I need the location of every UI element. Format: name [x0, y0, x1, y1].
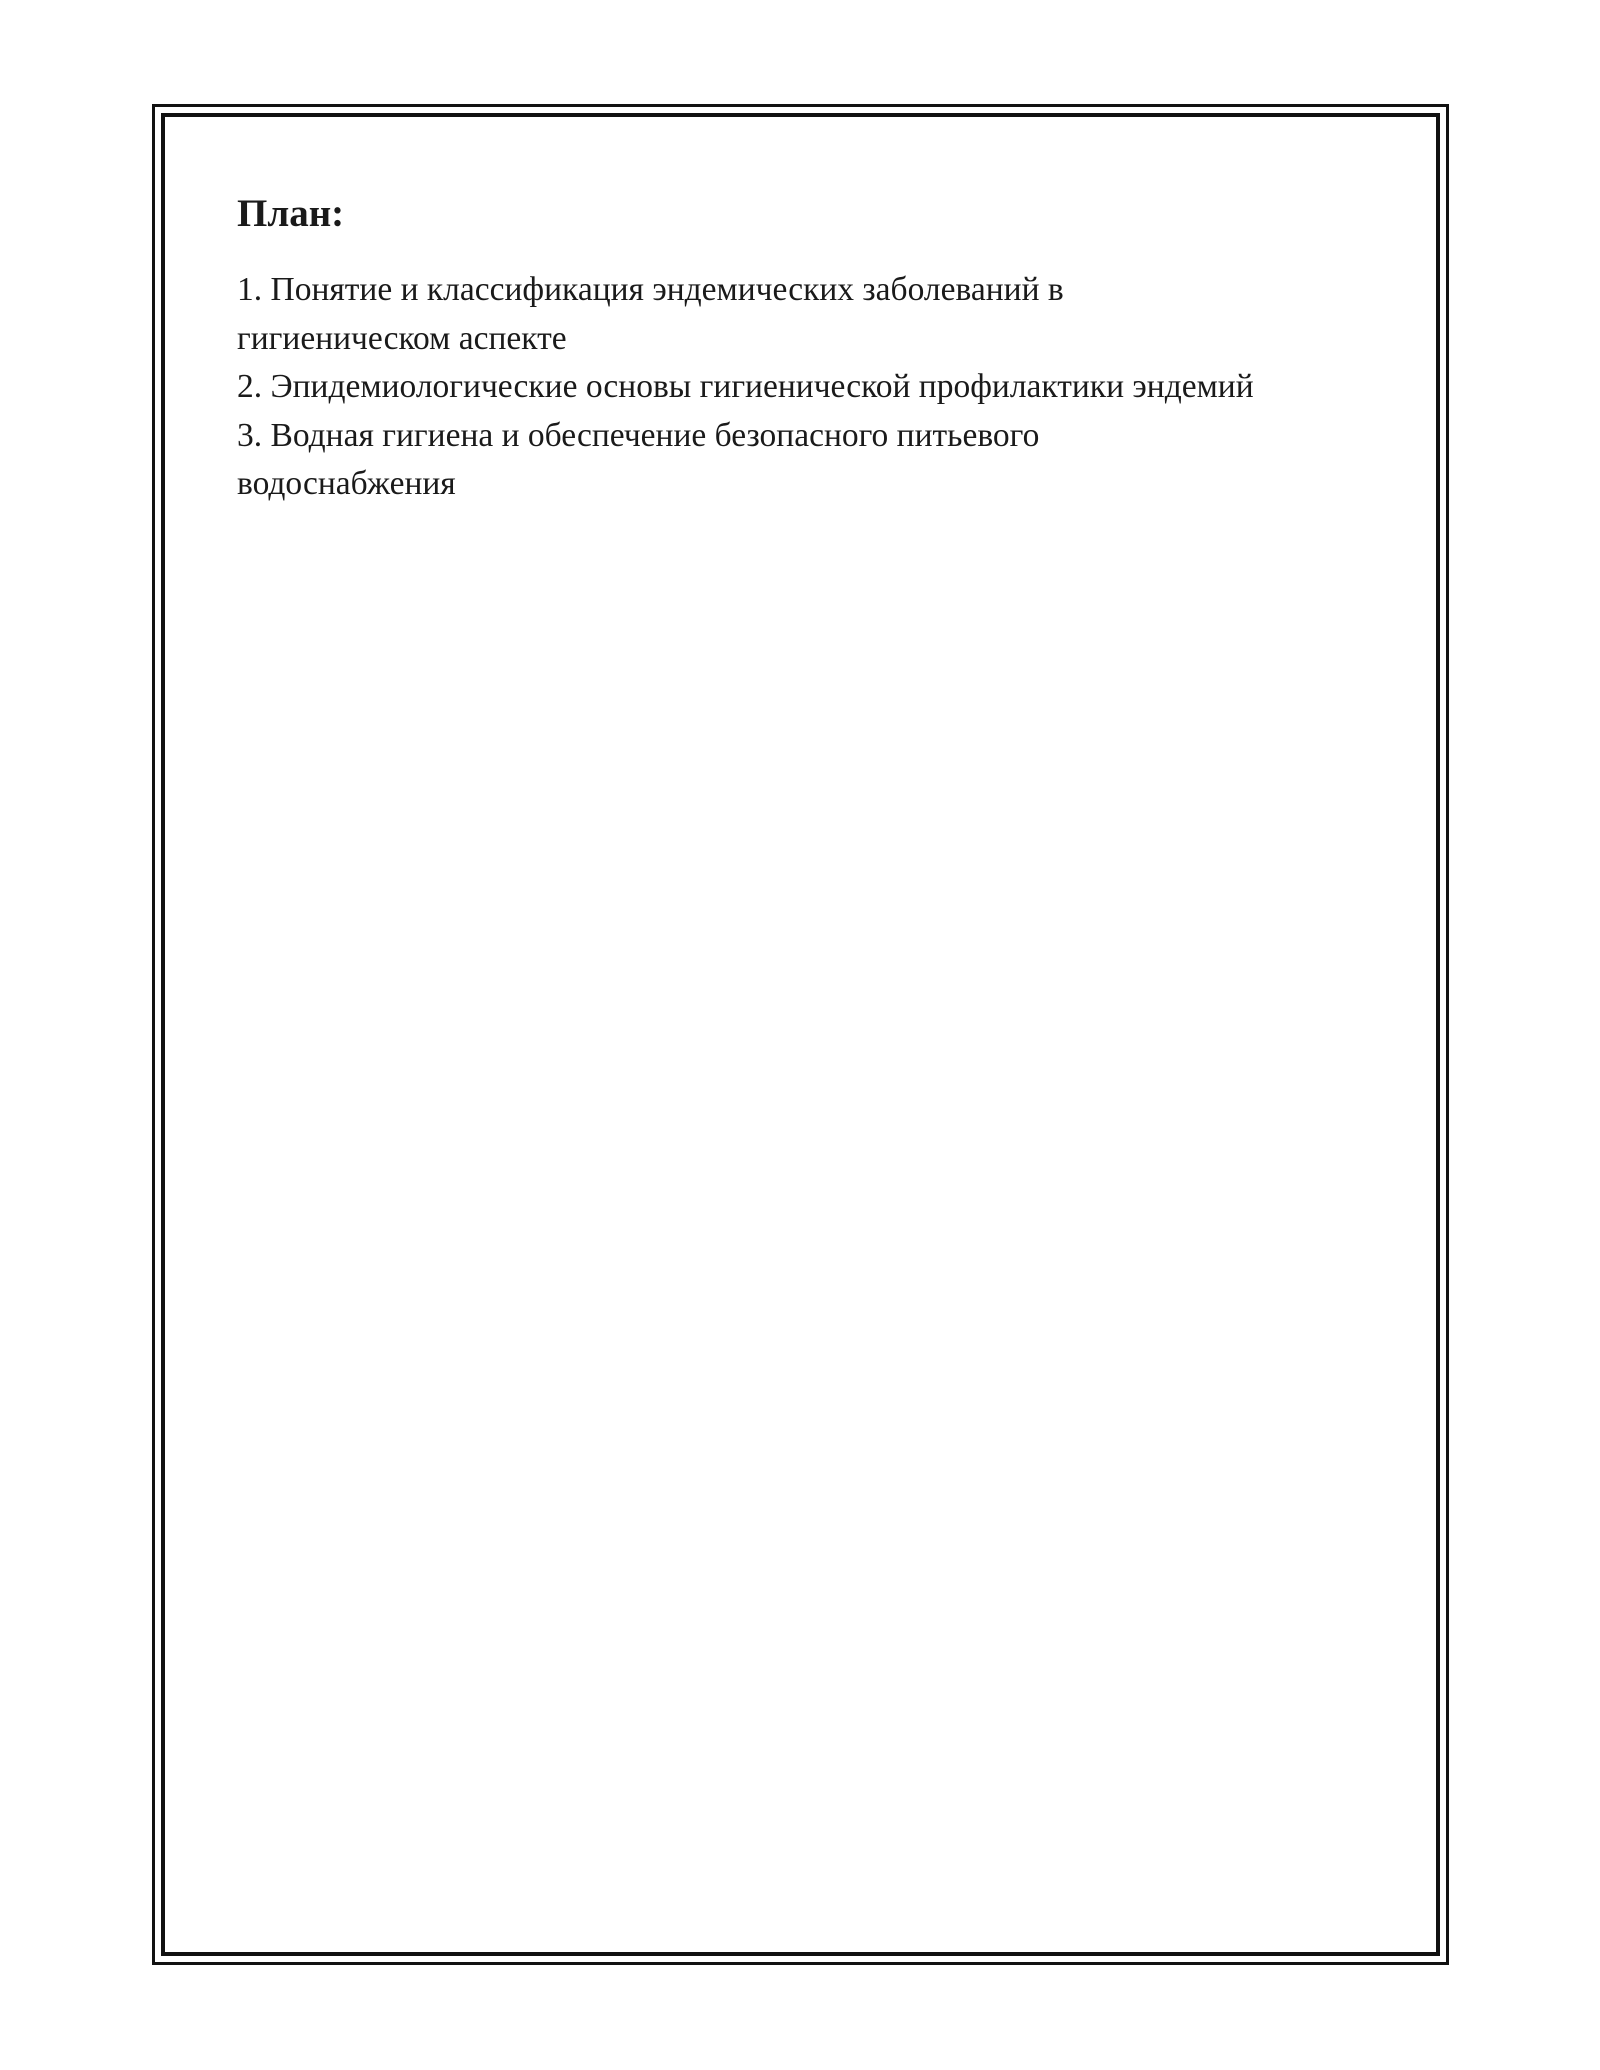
plan-item-1-line-2: гигиеническом аспекте — [237, 319, 567, 357]
plan-item-3 — [237, 412, 1367, 509]
plan-item-2 — [237, 363, 1367, 412]
plan-item-1 — [237, 266, 1367, 363]
plan-item-3-line-1: 3. Водная гигиена и обеспечение безопасного питьевого — [237, 416, 1040, 454]
plan-item-1-line-1: 1. Понятие и классификация эндемических заболеваний в — [237, 271, 1064, 308]
plan-heading: План: — [237, 192, 345, 235]
plan-item-2-line-1: 2. Эпидемиологические основы гигиенической профилактики эндемий — [237, 368, 1254, 405]
document-content — [237, 190, 1367, 509]
plan-item-3-line-2: водоснабжения — [237, 465, 456, 502]
plan-list — [237, 266, 1367, 509]
